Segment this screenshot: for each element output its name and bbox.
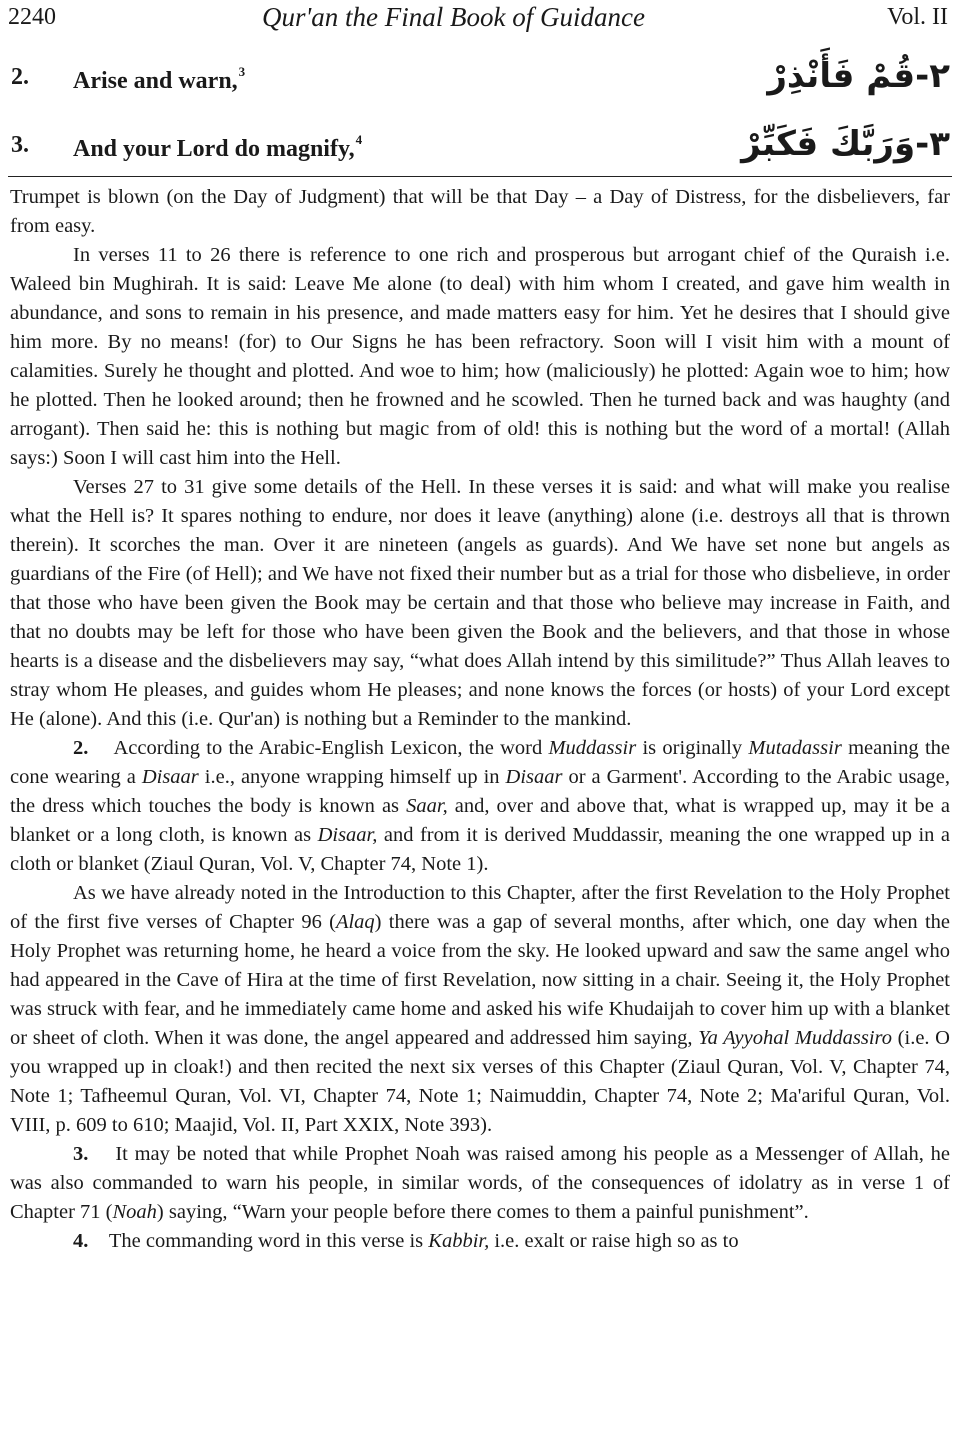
- footnote-ref: 4: [355, 132, 363, 147]
- footnote-ref: 3: [238, 64, 246, 79]
- paragraph: As we have already noted in the Introduction to this Chapter, after the first Revelation to the Holy Prophet of the first five verses of Chapter 96 (Alaq) there was a gap of several months, after which, one day when the Holy Prophet was returning home, he heard a voice from the sky. He looked upward and saw the same angel who had appeared in the Cave of Hira at the time of first Revelation, now sitting in a chair. Seeing it, the Holy Prophet was struck with fear, and he immediately came home and asked his wife Khudaijah to cover him up with a blanket or sheet of cloth. When it was done, the angel appeared and addressed him saying, Ya Ayyohal Muddassiro (i.e. O you wrapped up in cloak!) and then recited the next six verses of this Chapter (Ziaul Quran, Vol. V, Chapter 74, Note 1; Tafheemul Quran, Vol. VI, Chapter 74, Note 1; Naimuddin, Chapter 74, Note 2; Ma'ariful Quran, Vol. VIII, p. 609 to 610; Maajid, Vol. II, Part XXIX, Note 393).: [10, 882, 950, 1136]
- verse-number: 3.: [11, 132, 29, 158]
- page-number: 2240: [8, 4, 56, 30]
- volume-label: Vol. II: [887, 4, 948, 30]
- verse-translation: And your Lord do magnify,$^4$: [73, 132, 363, 162]
- verse-translation: Arise and warn,$^3$: [73, 64, 246, 94]
- verse-arabic: ٣-وَرَبَّكَ فَكَبِّرْ: [741, 124, 950, 164]
- verse-2: [8, 56, 952, 106]
- verse-number: 2.: [11, 64, 29, 90]
- note-number: 3.: [73, 1143, 89, 1165]
- paragraph: In verses 11 to 26 there is reference to one rich and prosperous but arrogant chief of the Quraish i.e. Waleed bin Mughirah. It is said: Leave Me alone (to deal) with him whom I created, and gave him wealth in abundance, and sons to remain in his presence, and made matters easy for him. Yet he desires that I should give him more. By no means! (for) to Our Signs he has been refractory. Soon will I visit him with a mount of calamities. Surely he thought and plotted. And woe to him; how (maliciously) he plotted: Again woe to him; how he plotted. Then he looked around; then he frowned and he scowled. Then he turned back and was haughty (and arrogant). Then said he: this is nothing but magic from of old! this is nothing but the word of a mortal! (Allah says:) Soon I will cast him into the Hell.: [10, 244, 950, 469]
- footnote-2: 2. According to the Arabic-English Lexicon, the word Muddassir is originally Mutadassir meaning the cone wearing a Disaar i.e., anyone wrapping himself up in Disaar or a Garment'. According to the Arabic usage, the dress which touches the body is known as Saar, and, over and above that, what is wrapped up, may it be a blanket or a long cloth, is known as Disaar, and from it is derived Muddassir, meaning the one wrapped up in a cloth or blanket (Ziaul Quran, Vol. V, Chapter 74, Note 1).: [10, 737, 951, 875]
- note-number: 4.: [73, 1230, 89, 1252]
- note-number: 2.: [73, 737, 89, 759]
- verse-3: [8, 124, 952, 174]
- paragraph: Trumpet is blown (on the Day of Judgment) that will be that Day – a Day of Distress, for the disbelievers, far from easy.: [10, 186, 950, 237]
- verse-arabic: ٢-قُمْ فَأَنْذِرْ: [767, 56, 950, 96]
- footnote-3: 3. It may be noted that while Prophet Noah was raised among his people as a Messenger of Allah, he was also commanded to warn his people, in similar words, of the consequences of idolatry as in verse 1 of Chapter 71 (Noah) saying, “Warn your people before there comes to them a painful punishment”.: [10, 1143, 950, 1223]
- page-header: [0, 0, 960, 40]
- paragraph: Verses 27 to 31 give some details of the Hell. In these verses it is said: and what will make you realise what the Hell is? It spares nothing to endure, nor does it leave (anything) alone (i.e. destroys all that is thrown therein). It scorches the man. Over it are nineteen (angels as guards). And We have set none but angels as guardians of the Fire (of Hell); and We have not fixed their number but as a trial for those who disbelieve, in order that those who have been given the Book may be certain and that those who believe may increase in Faith, and that no doubts may be left for those who have been given the Book and the believers, and that those in whose hearts is a disease and the disbelievers may say, “what does Allah intend by this similitude?” Thus Allah leaves to stray whom He pleases, and guides whom He pleases; and none knows the forces (or hosts) of your Lord except He (alone). And this (i.e. Qur'an) is nothing but a Reminder to the mankind.: [10, 476, 950, 730]
- footnote-4: 4. The commanding word in this verse is Kabbir, i.e. exalt or raise high so as to: [73, 1230, 739, 1252]
- running-title: Qur'an the Final Book of Guidance: [262, 2, 645, 32]
- commentary-body: [10, 183, 950, 1256]
- section-divider: [8, 176, 952, 177]
